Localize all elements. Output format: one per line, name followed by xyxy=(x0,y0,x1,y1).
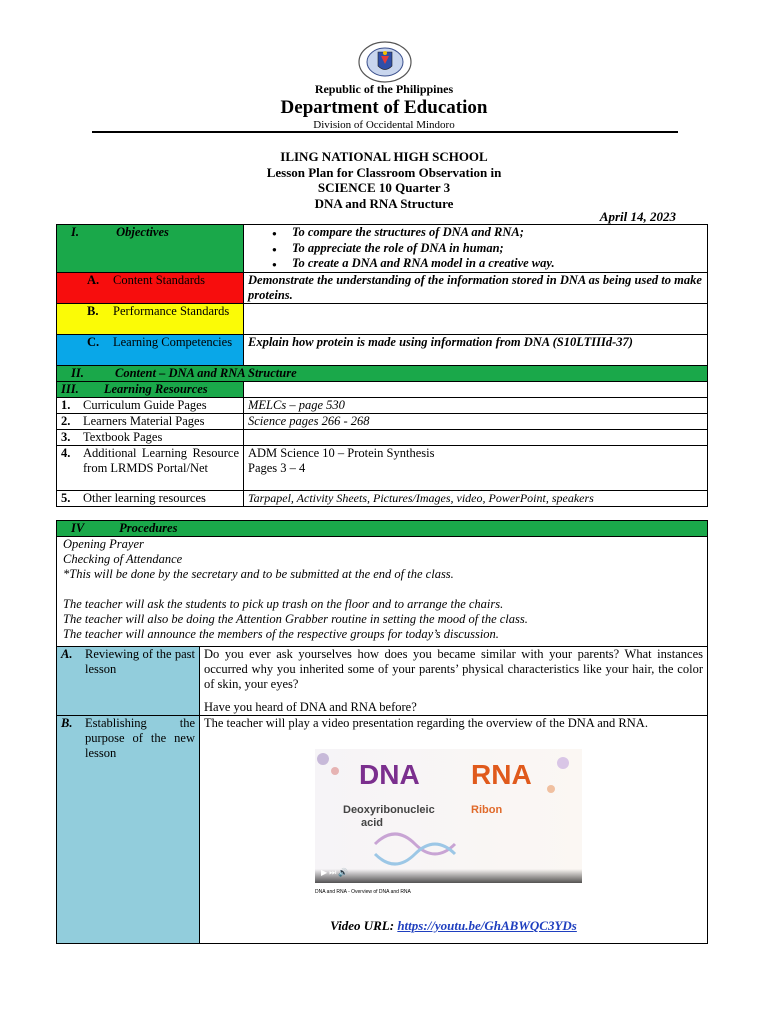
performance-standards-value xyxy=(244,304,708,335)
learning-resources-label-text: Learning Resources xyxy=(103,382,208,396)
intro-line: *This will be done by the secretary and to be submitted at the end of the class. xyxy=(63,567,454,581)
play-icon[interactable]: ▶ ⏭ 🔊 xyxy=(321,868,349,877)
procedure-a-num: A. xyxy=(61,647,73,661)
procedures-heading xyxy=(57,521,708,537)
video-url-line xyxy=(204,918,703,933)
resource-num: 4. xyxy=(61,446,71,460)
content-standards-row xyxy=(57,273,708,304)
resource-value xyxy=(244,430,708,446)
header-rule xyxy=(92,131,678,133)
resource-value: Science pages 266 - 268 xyxy=(244,414,708,430)
resource-row xyxy=(57,398,708,414)
video-controls-bar[interactable] xyxy=(315,869,582,883)
resource-label xyxy=(57,491,244,507)
objectives-row xyxy=(57,225,708,273)
learning-competencies-num: C. xyxy=(87,335,100,349)
resource-value: MELCs – page 530 xyxy=(244,398,708,414)
resource-label-text: Additional Learning Resource from LRMDS Portal/Net xyxy=(83,446,239,475)
content-standards-value: Demonstrate the understanding of the information stored in DNA as being used to make proteins. xyxy=(244,273,708,304)
content-num: II. xyxy=(71,366,84,380)
objective-item: ● To create a DNA and RNA model in a creative way. xyxy=(292,256,703,272)
video-dna-subtitle-2: acid xyxy=(361,817,384,829)
resource-row xyxy=(57,491,708,507)
topic-title: DNA and RNA Structure xyxy=(314,195,454,211)
resource-label xyxy=(57,398,244,414)
procedures-intro-row xyxy=(57,537,708,647)
content-standards-label-text: Content Standards xyxy=(113,273,206,287)
division-text: Division of Occidental Mindoro xyxy=(313,119,455,131)
intro-line: Opening Prayer xyxy=(63,537,144,551)
content-standards-num: A. xyxy=(87,273,100,287)
objectives-list-cell xyxy=(244,225,708,273)
resource-row xyxy=(57,414,708,430)
resource-label-text: Curriculum Guide Pages xyxy=(83,398,207,412)
resource-num: 1. xyxy=(61,398,71,412)
resource-num: 3. xyxy=(61,430,71,444)
content-standards-label xyxy=(57,273,244,304)
video-url-link[interactable]: https://youtu.be/GhABWQC3YDs xyxy=(397,918,577,933)
resource-value-line: ADM Science 10 – Protein Synthesis xyxy=(248,446,435,460)
procedure-b-label-text: Establishing the purpose of the new lesson xyxy=(85,716,195,760)
procedure-a-content xyxy=(200,647,708,716)
procedure-a-row xyxy=(57,647,708,716)
learning-competencies-row xyxy=(57,335,708,366)
procedure-a-label-text: Reviewing of the past lesson xyxy=(85,647,195,676)
resource-num: 5. xyxy=(61,491,71,505)
procedure-b-num: B. xyxy=(61,716,73,730)
resource-label-text: Other learning resources xyxy=(83,491,206,505)
intro-spacer xyxy=(63,582,703,597)
procedure-b-label xyxy=(57,716,200,944)
video-rna-subtitle: Ribon xyxy=(471,804,503,816)
resource-label-text: Textbook Pages xyxy=(83,430,163,444)
content-heading xyxy=(57,366,708,382)
resource-num: 2. xyxy=(61,414,71,428)
procedure-b-row xyxy=(57,716,708,944)
document-title xyxy=(0,149,768,211)
procedures-label: Procedures xyxy=(119,521,178,535)
resource-label xyxy=(57,430,244,446)
subject-title: SCIENCE 10 Quarter 3 xyxy=(317,180,451,195)
learning-competencies-label-text: Learning Competencies xyxy=(113,335,233,349)
resource-label xyxy=(57,446,244,491)
video-dna-title: DNA xyxy=(359,759,420,790)
resource-value-line: Pages 3 – 4 xyxy=(248,461,306,475)
objectives-label xyxy=(57,225,244,273)
resource-row xyxy=(57,430,708,446)
procedure-a-question: Have you heard of DNA and RNA before? xyxy=(204,700,417,714)
video-caption: DNA and RNA - Overview of DNA and RNA xyxy=(315,889,411,895)
objective-item: ● To appreciate the role of DNA in human; xyxy=(292,241,703,257)
procedure-b-content xyxy=(200,716,708,944)
learning-resources-empty xyxy=(244,382,708,398)
performance-standards-label-text: Performance Standards xyxy=(113,304,230,318)
video-thumbnail[interactable] xyxy=(315,749,582,883)
procedures-table xyxy=(56,520,708,944)
performance-standards-label xyxy=(57,304,244,335)
objectives-num: I. xyxy=(71,225,79,239)
learning-resources-num: III. xyxy=(61,382,79,396)
video-dna-subtitle: Deoxyribonucleic xyxy=(343,804,435,816)
procedures-intro xyxy=(57,537,708,647)
plan-title: Lesson Plan for Classroom Observation in xyxy=(266,164,502,180)
procedure-a-label xyxy=(57,647,200,716)
learning-competencies-value: Explain how protein is made using information from DNA (S10LTIIId-37) xyxy=(244,335,708,366)
objectives-label-text: Objectives xyxy=(116,225,169,239)
resource-value xyxy=(244,446,708,491)
procedure-a-text: Do you ever ask yourselves how does you became similar with your parents? What instances occurred why you inherited some of your parents’ physical characteristics like your hair, the color of skin, your eyes? xyxy=(204,647,703,691)
republic-text: Republic of the Philippines xyxy=(314,82,454,96)
procedure-b-text: The teacher will play a video presentation regarding the overview of the DNA and RNA. xyxy=(204,716,648,730)
resource-value: Tarpapel, Activity Sheets, Pictures/Images, video, PowerPoint, speakers xyxy=(244,491,708,507)
resource-row xyxy=(57,446,708,491)
video-rna-title: RNA xyxy=(471,759,532,790)
resource-label xyxy=(57,414,244,430)
content-row xyxy=(57,366,708,382)
intro-line: The teacher will announce the members of the respective groups for today’s discussion. xyxy=(63,627,499,641)
intro-line: Checking of Attendance xyxy=(63,552,183,566)
lesson-plan-table xyxy=(56,224,708,507)
resource-label-text: Learners Material Pages xyxy=(83,414,205,428)
procedures-heading-row xyxy=(57,521,708,537)
performance-standards-row xyxy=(57,304,708,335)
learning-competencies-label xyxy=(57,335,244,366)
school-name: ILING NATIONAL HIGH SCHOOL xyxy=(280,149,488,164)
deped-seal xyxy=(357,40,413,84)
learning-resources-row xyxy=(57,382,708,398)
performance-standards-num: B. xyxy=(87,304,99,318)
lesson-date: April 14, 2023 xyxy=(599,209,676,224)
video-url-label: Video URL: xyxy=(330,918,395,933)
objectives-list xyxy=(248,225,703,272)
learning-resources-label xyxy=(57,382,244,398)
objective-item: ● To compare the structures of DNA and RNA; xyxy=(292,225,703,241)
intro-line: The teacher will also be doing the Attention Grabber routine in setting the mood of the class. xyxy=(63,612,528,626)
intro-line: The teacher will ask the students to pick up trash on the floor and to arrange the chairs. xyxy=(63,597,504,611)
procedures-num: IV xyxy=(71,521,84,535)
department-title: Department of Education xyxy=(280,97,488,118)
content-text: Content – DNA and RNA Structure xyxy=(114,366,297,380)
